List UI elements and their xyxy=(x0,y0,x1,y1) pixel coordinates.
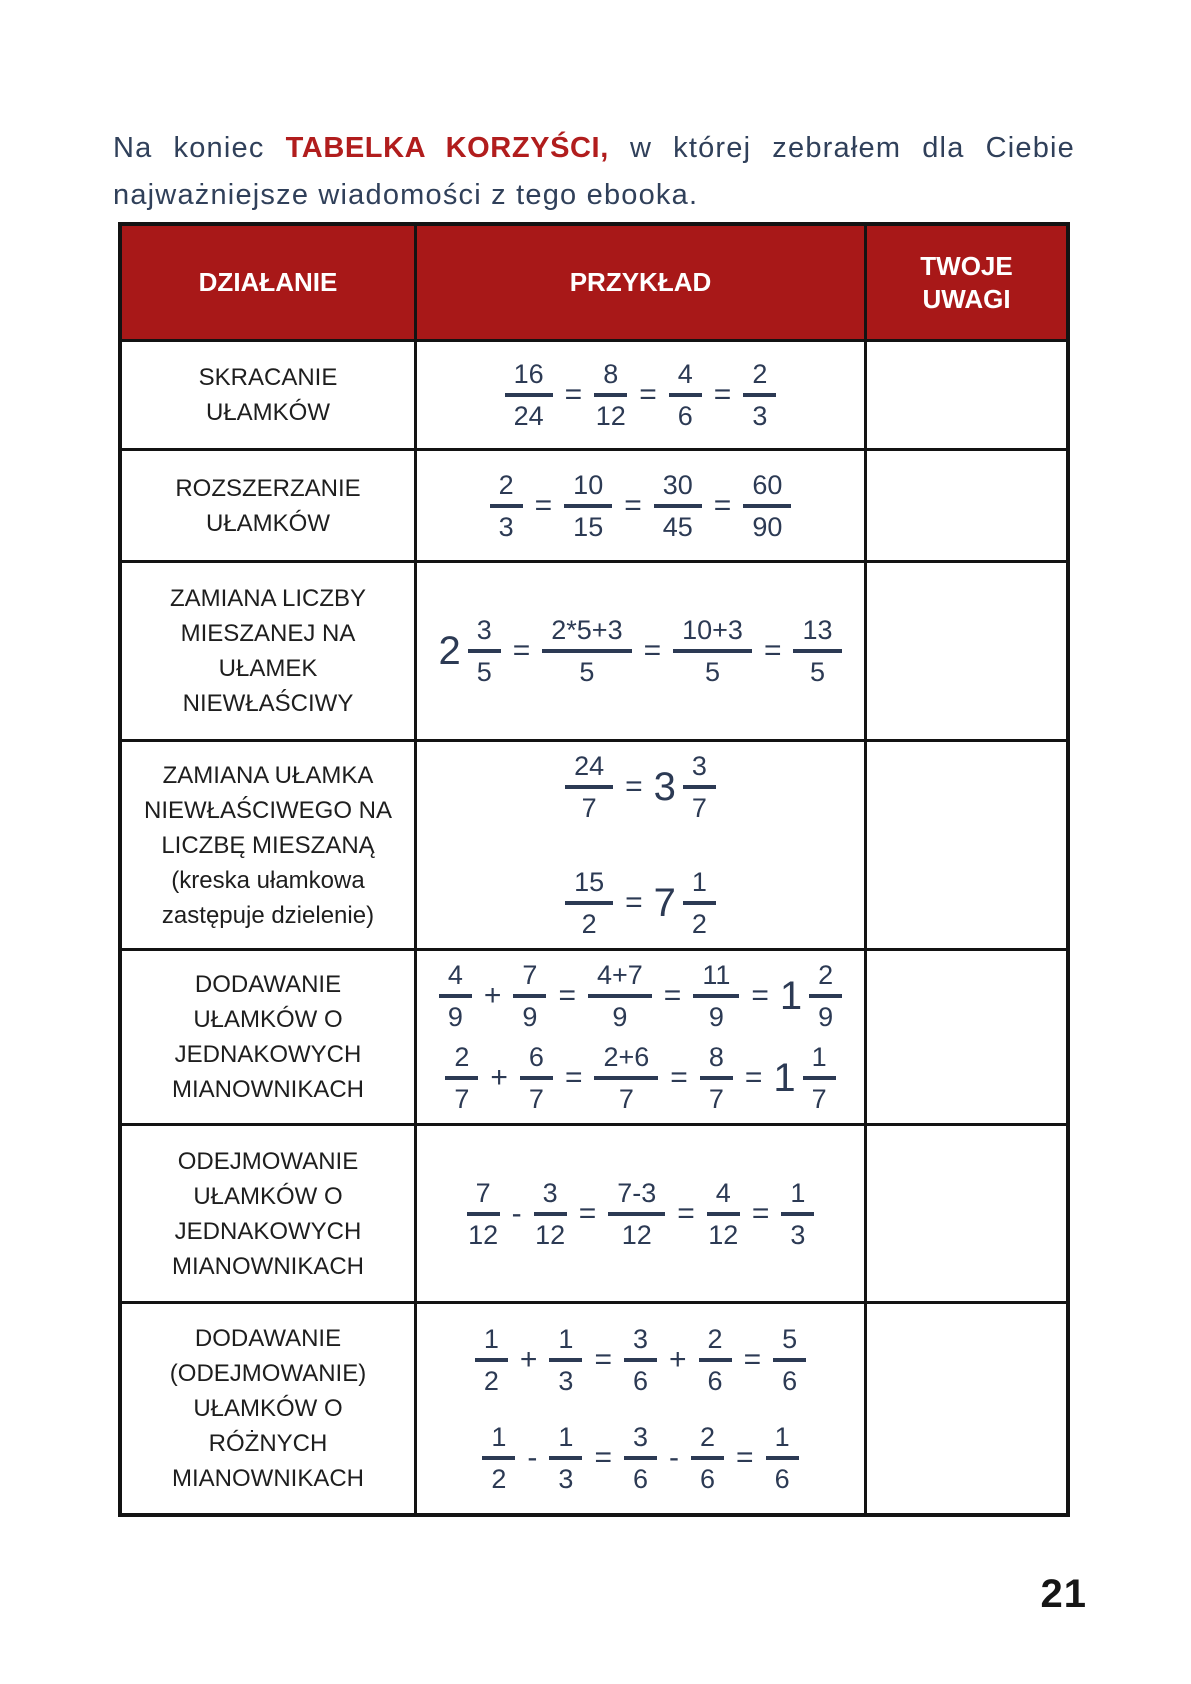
fraction-denominator: 5 xyxy=(476,657,492,687)
fraction-denominator: 6 xyxy=(700,1463,716,1494)
fraction-numerator: 1 xyxy=(781,1178,814,1216)
fraction-numerator: 2 xyxy=(809,960,842,998)
notes-cell xyxy=(867,742,1066,948)
example-cell xyxy=(417,451,867,560)
equation xyxy=(487,470,795,542)
fraction xyxy=(624,1324,657,1396)
operator: - xyxy=(511,1196,522,1230)
fraction xyxy=(766,1422,799,1494)
fraction xyxy=(439,960,472,1032)
fraction-numerator: 2 xyxy=(490,470,523,508)
operator: = xyxy=(594,1342,612,1376)
fraction-denominator: 90 xyxy=(752,511,783,542)
fraction xyxy=(468,615,501,687)
fraction-denominator: 7 xyxy=(581,793,597,823)
fraction xyxy=(549,1324,582,1396)
equation xyxy=(562,751,719,823)
fraction-numerator: 5 xyxy=(773,1324,806,1362)
header-cell xyxy=(867,226,1066,339)
equation xyxy=(436,615,844,687)
fraction-numerator: 10 xyxy=(564,470,612,508)
table-row xyxy=(122,742,1066,951)
fraction xyxy=(513,960,546,1032)
operation-label-line: MIESZANEJ NA xyxy=(180,620,356,647)
fraction-denominator: 3 xyxy=(558,1463,574,1494)
operator: = xyxy=(713,378,732,411)
fraction-numerator: 2 xyxy=(445,1042,478,1080)
whole-number: 3 xyxy=(653,765,676,809)
fraction-denominator: 7 xyxy=(708,1084,724,1114)
fraction xyxy=(707,1178,740,1250)
header-cell xyxy=(417,226,867,339)
fraction xyxy=(542,615,631,687)
header-label: TWOJE UWAGI xyxy=(920,250,1013,314)
fraction-denominator: 2 xyxy=(581,909,597,939)
intro-text-post: w której zebrałem dla Ciebie xyxy=(608,132,1075,164)
fraction-denominator: 7 xyxy=(454,1084,470,1114)
page-number: 21 xyxy=(1040,1572,1087,1616)
operation-label-line: LICZBĘ MIESZANĄ xyxy=(161,831,375,859)
fraction xyxy=(683,751,716,823)
whole-number: 1 xyxy=(779,974,803,1018)
fraction-numerator: 1 xyxy=(549,1324,582,1362)
fraction-denominator: 7 xyxy=(691,793,707,823)
fraction xyxy=(475,1324,508,1396)
operation-label-line: UŁAMKÓW O xyxy=(193,1006,343,1033)
fraction-numerator: 6 xyxy=(520,1042,553,1080)
fraction-denominator: 45 xyxy=(662,511,693,542)
fraction-denominator: 2 xyxy=(491,1463,507,1494)
notes-cell xyxy=(867,451,1066,560)
operation-label-line: SKRACANIE xyxy=(198,364,338,391)
fraction xyxy=(467,1178,500,1250)
operation-label-line: ODEJMOWANIE xyxy=(177,1147,359,1175)
operation-label-line: JEDNAKOWYCH xyxy=(174,1217,362,1245)
example-cell xyxy=(417,951,867,1123)
table-header-row xyxy=(122,226,1066,342)
fraction xyxy=(669,359,702,431)
fraction-denominator: 7 xyxy=(811,1084,827,1114)
fraction-numerator: 7 xyxy=(513,960,546,998)
table-row xyxy=(122,451,1066,563)
intro-paragraph xyxy=(113,125,1075,219)
fraction-numerator: 3 xyxy=(683,751,716,789)
equation xyxy=(464,1178,818,1250)
equation xyxy=(562,867,719,939)
fraction-denominator: 12 xyxy=(468,1219,499,1250)
fraction-numerator: 16 xyxy=(505,359,553,397)
whole-number: 2 xyxy=(438,629,461,673)
example-cell xyxy=(417,1126,867,1301)
fraction xyxy=(564,470,612,542)
notes-cell xyxy=(867,563,1066,739)
operation-label-line: JEDNAKOWYCH xyxy=(174,1041,362,1068)
table-row xyxy=(122,342,1066,451)
intro-text-pre: Na koniec xyxy=(113,132,286,164)
operator: = xyxy=(713,488,732,522)
operator: = xyxy=(736,1440,754,1474)
operator: + xyxy=(490,1061,508,1094)
fraction-numerator: 7-3 xyxy=(608,1178,665,1216)
operation-label-line: NIEWŁAŚCIWEGO NA xyxy=(143,796,393,824)
operation-label-line: MIANOWNIKACH xyxy=(172,1465,364,1492)
table-row xyxy=(122,1304,1066,1513)
fraction xyxy=(490,470,523,542)
equation xyxy=(442,1042,838,1114)
operator: = xyxy=(578,1196,597,1230)
notes-cell xyxy=(867,951,1066,1123)
equation xyxy=(479,1422,801,1494)
fraction xyxy=(565,751,613,823)
fraction-numerator: 60 xyxy=(743,470,791,508)
operation-label-line: UŁAMKÓW O xyxy=(193,1182,343,1210)
operator: = xyxy=(512,634,531,667)
operation-label-line: UŁAMEK xyxy=(218,655,318,682)
operation-label-line: ZAMIANA LICZBY xyxy=(169,585,367,612)
fraction-denominator: 12 xyxy=(535,1219,566,1250)
fraction xyxy=(534,1178,567,1250)
operator: + xyxy=(519,1342,538,1376)
operation-cell xyxy=(122,1126,417,1301)
fraction-denominator: 3 xyxy=(558,1365,574,1396)
operator: + xyxy=(669,1342,687,1376)
fraction-numerator: 24 xyxy=(565,751,613,789)
fraction-numerator: 4+7 xyxy=(588,960,652,998)
fraction-denominator: 5 xyxy=(705,657,721,687)
operator: = xyxy=(751,1196,770,1230)
operation-label-line: NIEWŁAŚCIWY xyxy=(182,690,354,717)
operation-label-line: DODAWANIE xyxy=(194,1325,342,1352)
fraction-denominator: 7 xyxy=(528,1084,544,1114)
fraction xyxy=(693,960,739,1032)
operation-label-line: RÓŻNYCH xyxy=(208,1430,328,1457)
operator: = xyxy=(564,378,583,411)
fraction-numerator: 8 xyxy=(700,1042,733,1080)
fraction-numerator: 3 xyxy=(468,615,501,653)
operator: = xyxy=(624,488,642,522)
intro-highlight: TABELKA KORZYŚCI, xyxy=(285,132,609,164)
fraction-denominator: 6 xyxy=(774,1463,790,1494)
fraction-numerator: 7 xyxy=(467,1178,500,1216)
fraction-denominator: 9 xyxy=(522,1002,538,1032)
fraction xyxy=(594,359,627,431)
fraction xyxy=(549,1422,582,1494)
fraction xyxy=(700,1042,733,1114)
fraction-numerator: 15 xyxy=(565,867,613,905)
benefits-table xyxy=(118,222,1070,1517)
fraction-denominator: 5 xyxy=(809,657,826,687)
operation-cell xyxy=(122,563,417,739)
operation-label-line: UŁAMKÓW xyxy=(205,399,330,426)
operation-label-line: UŁAMKÓW xyxy=(205,509,330,537)
operator: = xyxy=(643,634,662,667)
operator: = xyxy=(625,770,643,803)
fraction-numerator: 3 xyxy=(624,1422,657,1460)
fraction xyxy=(445,1042,478,1114)
operation-label-line: (ODEJMOWANIE) xyxy=(169,1360,367,1387)
operation-label-line: ROZSZERZANIE xyxy=(175,474,361,502)
fraction-denominator: 6 xyxy=(677,401,693,431)
operation-cell xyxy=(122,342,417,448)
operator: - xyxy=(527,1440,538,1474)
fraction xyxy=(699,1324,732,1396)
example-cell xyxy=(417,742,867,948)
operator: = xyxy=(763,634,782,667)
operator: = xyxy=(558,979,576,1012)
fraction-denominator: 6 xyxy=(782,1365,798,1396)
fraction-numerator: 4 xyxy=(669,359,702,397)
fraction-denominator: 2 xyxy=(691,909,707,939)
fraction xyxy=(505,359,553,431)
fraction xyxy=(743,359,776,431)
fraction xyxy=(803,1042,836,1114)
fraction-numerator: 1 xyxy=(482,1422,515,1460)
fraction-numerator: 4 xyxy=(439,960,472,998)
operation-label-line: UŁAMKÓW O xyxy=(193,1395,343,1422)
equation xyxy=(472,1324,809,1396)
fraction-numerator: 1 xyxy=(803,1042,836,1080)
example-cell xyxy=(417,1304,867,1513)
fraction-numerator: 1 xyxy=(766,1422,799,1460)
fraction xyxy=(588,960,652,1032)
equation xyxy=(502,359,780,431)
operation-label-line: MIANOWNIKACH xyxy=(172,1252,364,1280)
operator: = xyxy=(663,979,682,1012)
operator: = xyxy=(743,1342,762,1376)
fraction-denominator: 9 xyxy=(818,1002,834,1032)
fraction-numerator: 2*5+3 xyxy=(542,615,631,653)
fraction xyxy=(793,615,841,687)
operation-label-line: DODAWANIE xyxy=(194,971,342,998)
operator: = xyxy=(751,979,769,1012)
fraction xyxy=(520,1042,553,1114)
fraction-denominator: 12 xyxy=(708,1219,739,1250)
fraction-numerator: 3 xyxy=(624,1324,657,1362)
operator: - xyxy=(669,1440,680,1474)
fraction-denominator: 24 xyxy=(513,401,544,431)
table-row xyxy=(122,951,1066,1126)
fraction xyxy=(608,1178,665,1250)
fraction-denominator: 6 xyxy=(632,1365,649,1396)
fraction-numerator: 13 xyxy=(793,615,841,653)
example-cell xyxy=(417,342,867,448)
fraction-denominator: 3 xyxy=(498,511,514,542)
operator: = xyxy=(534,488,553,522)
fraction-denominator: 3 xyxy=(790,1219,806,1250)
fraction-denominator: 12 xyxy=(595,401,626,431)
operator: + xyxy=(483,979,502,1012)
fraction-denominator: 12 xyxy=(621,1219,652,1250)
intro-line-1 xyxy=(113,125,1075,172)
fraction-numerator: 1 xyxy=(475,1324,508,1362)
fraction-denominator: 6 xyxy=(632,1463,649,1494)
table-row xyxy=(122,563,1066,742)
fraction-numerator: 30 xyxy=(654,470,702,508)
fraction xyxy=(809,960,842,1032)
operation-label-line: (kreska ułamkowa xyxy=(171,866,365,894)
fraction-denominator: 9 xyxy=(447,1002,463,1032)
fraction-denominator: 15 xyxy=(573,511,604,542)
operator: = xyxy=(670,1061,688,1094)
fraction-denominator: 9 xyxy=(612,1002,628,1032)
fraction-numerator: 8 xyxy=(594,359,627,397)
fraction xyxy=(773,1324,806,1396)
operation-label-line: MIANOWNIKACH xyxy=(172,1076,364,1103)
operation-label-line: zastępuje dzielenie) xyxy=(161,901,375,929)
operator: = xyxy=(625,886,643,919)
fraction-numerator: 1 xyxy=(683,867,716,905)
header-label: DZIAŁANIE xyxy=(198,267,338,297)
fraction-numerator: 4 xyxy=(707,1178,740,1216)
fraction xyxy=(683,867,716,939)
equation xyxy=(436,960,845,1032)
fraction xyxy=(654,470,702,542)
operation-cell xyxy=(122,1304,417,1513)
intro-line-2: najważniejsze wiadomości z tego ebooka. xyxy=(113,179,699,211)
fraction-numerator: 3 xyxy=(534,1178,567,1216)
fraction xyxy=(624,1422,657,1494)
example-cell xyxy=(417,563,867,739)
fraction-numerator: 2+6 xyxy=(594,1042,658,1080)
fraction-numerator: 2 xyxy=(699,1324,732,1362)
fraction-denominator: 6 xyxy=(707,1365,723,1396)
notes-cell xyxy=(867,1304,1066,1513)
operation-cell xyxy=(122,451,417,560)
table-row xyxy=(122,1126,1066,1304)
operation-cell xyxy=(122,742,417,948)
notes-cell xyxy=(867,1126,1066,1301)
notes-cell xyxy=(867,342,1066,448)
fraction-numerator: 2 xyxy=(743,359,776,397)
operator: = xyxy=(639,378,657,411)
header-cell xyxy=(122,226,417,339)
fraction-denominator: 9 xyxy=(708,1002,724,1032)
fraction-denominator: 5 xyxy=(579,657,595,687)
fraction-numerator: 1 xyxy=(549,1422,582,1460)
fraction xyxy=(565,867,613,939)
operator: = xyxy=(744,1061,763,1094)
whole-number: 1 xyxy=(773,1056,796,1100)
fraction xyxy=(482,1422,515,1494)
fraction-numerator: 2 xyxy=(691,1422,724,1460)
header-label: PRZYKŁAD xyxy=(569,267,712,297)
fraction xyxy=(673,615,752,687)
fraction xyxy=(781,1178,814,1250)
fraction-numerator: 11 xyxy=(693,960,739,998)
operator: = xyxy=(564,1061,583,1094)
operation-cell xyxy=(122,951,417,1123)
operator: = xyxy=(594,1440,612,1474)
fraction-denominator: 2 xyxy=(483,1365,499,1396)
operator: = xyxy=(677,1196,695,1230)
fraction-denominator: 7 xyxy=(618,1084,634,1114)
fraction xyxy=(691,1422,724,1494)
fraction-numerator: 10+3 xyxy=(673,615,752,653)
fraction-denominator: 3 xyxy=(752,401,768,431)
fraction xyxy=(743,470,791,542)
whole-number: 7 xyxy=(653,881,676,925)
fraction xyxy=(594,1042,658,1114)
operation-label-line: ZAMIANA UŁAMKA xyxy=(162,761,374,789)
